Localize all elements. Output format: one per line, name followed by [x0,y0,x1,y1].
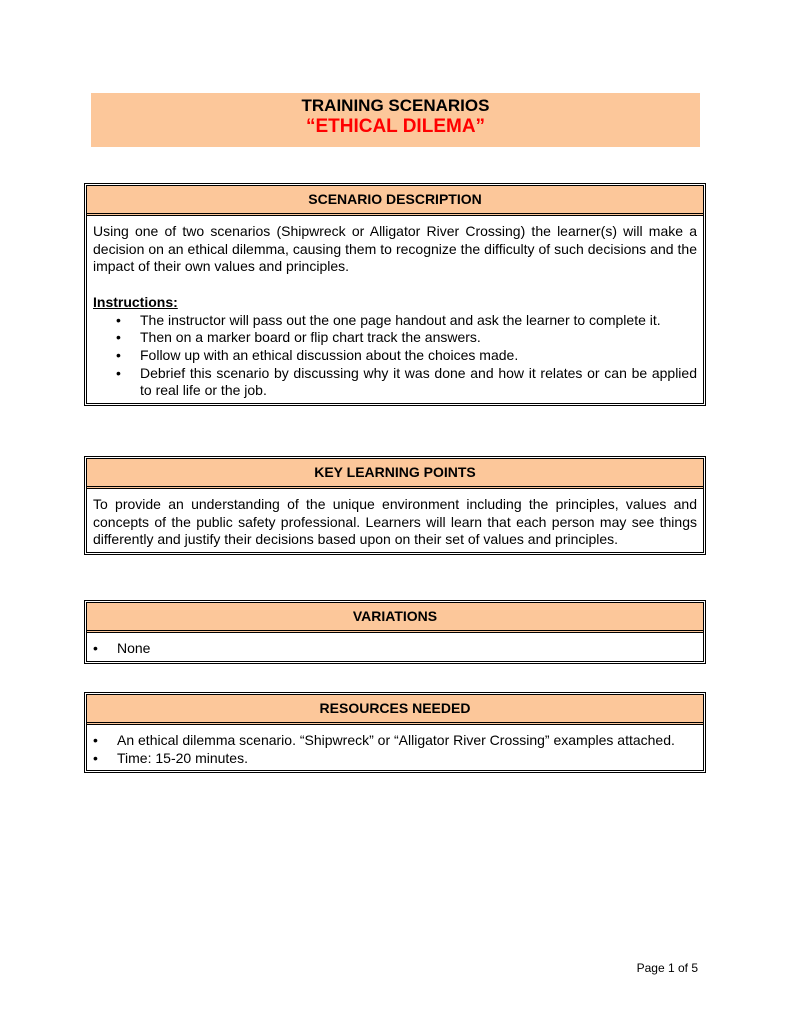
list-item: • Debrief this scenario by discussing why it was done and how it relates or can be applied to real life or the job. [116,364,697,399]
bullet-icon: • [116,364,121,381]
bullet-icon: • [93,732,98,748]
scenario-description-body [87,216,703,403]
variations-heading: VARIATIONS [87,603,703,633]
resources-needed-body [87,725,703,770]
document-title: TRAINING SCENARIOS [301,96,490,115]
bullet-icon: • [116,311,121,328]
scenario-description-text: Using one of two scenarios (Shipwreck or Alligator River Crossing) the learner(s) will make a decision on an ethical dilemma, causing them to recognize the difficulty of such decisions and the impact of their own values and principles. [93,223,697,275]
scenario-description-heading: SCENARIO DESCRIPTION [87,186,703,216]
list-item: • None [93,640,151,656]
list-item: • An ethical dilemma scenario. “Shipwreck” or “Alligator River Crossing” examples attached. [93,732,675,748]
bullet-icon: • [116,346,121,363]
bullet-icon: • [93,640,98,656]
key-learning-points-text: To provide an understanding of the unique environment including the principles, values and concepts of the public safety professional. Learners will learn that each person may see things differently and justify their decisions based upon on their set of values and principles. [93,496,697,548]
resources-needed-section [84,692,706,773]
page-number: Page 1 of 5 [636,961,698,975]
key-learning-points-section [84,456,706,555]
key-learning-points-heading: KEY LEARNING POINTS [87,459,703,489]
instructions-label: Instructions: [93,293,178,310]
bullet-icon: • [116,329,121,346]
variations-body [87,633,703,661]
document-subtitle: “ETHICAL DILEMA” [305,116,486,137]
title-banner [91,93,700,147]
variations-section [84,600,706,664]
resources-list [93,732,697,767]
instructions-list [93,312,697,401]
list-item: • Time: 15-20 minutes. [93,749,248,766]
list-item: • The instructor will pass out the one page handout and ask the learner to complete it. [116,311,661,328]
list-item: • Then on a marker board or flip chart track the answers. [116,329,481,346]
variations-list [93,640,697,658]
key-learning-points-body [87,489,703,552]
resources-needed-heading: RESOURCES NEEDED [87,695,703,725]
list-item: • Follow up with an ethical discussion about the choices made. [116,346,519,363]
scenario-description-section [84,183,706,406]
bullet-icon: • [93,749,98,766]
